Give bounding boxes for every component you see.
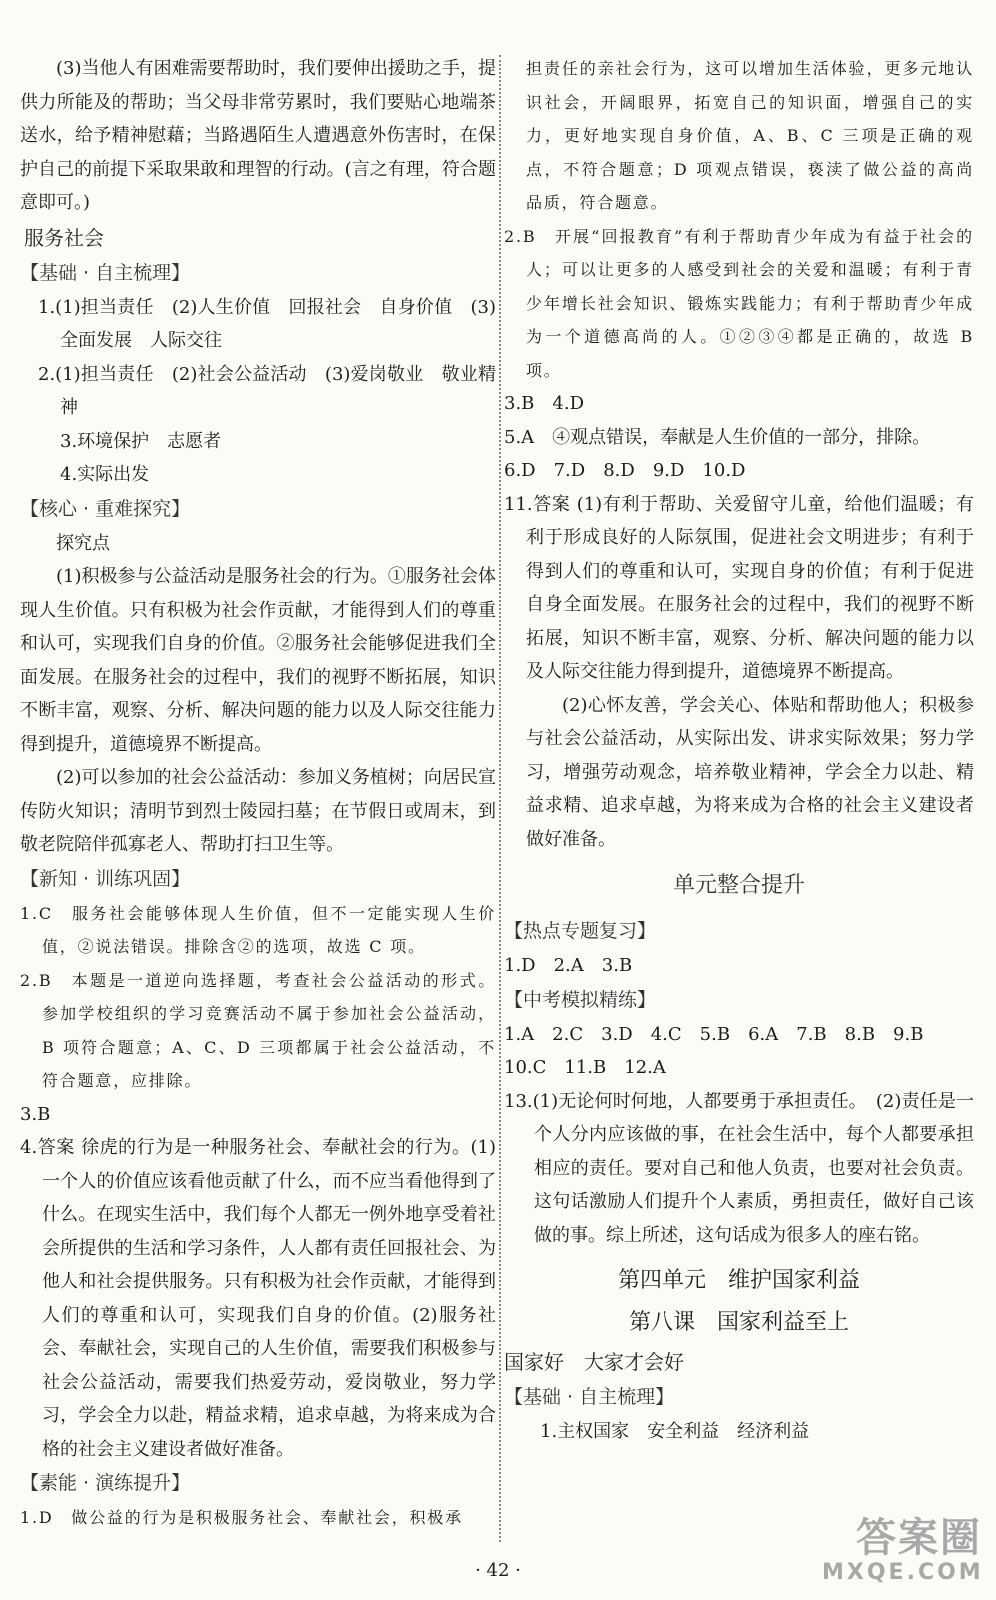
answer-item: 1.D 做公益的行为是积极服务社会、奉献社会，积极承 bbox=[20, 1508, 463, 1527]
answer-item: 2.B 本题是一道逆向选择题，考查社会公益活动的形式。参加学校组织的学习竞赛活动不属于参加社会公益活动，B 项符合题意；A、C、D 三项都属于社会公益活动，不符合题意，应排除。 bbox=[20, 970, 496, 1090]
heading-exam: 【中考模拟精练】 bbox=[504, 988, 657, 1011]
paragraph: (3)当他人有困难需要帮助时，我们要伸出援助之手，提供力所能及的帮助；当父母非常劳累时，我们要贴心地端茶送水，给予精神慰藉；当路遇陌生人遭遇意外伤害时，在保护自己的前提下采取果敢和理智的行动。(言之有理，符合题意即可。) bbox=[20, 58, 496, 213]
answer-item: 1.A 2.C 3.D 4.C 5.B 6.A 7.B 8.B 9.B bbox=[504, 1023, 924, 1045]
explore-title: 探究点 bbox=[56, 532, 110, 554]
unit-summary-title: 单元整合提升 bbox=[672, 873, 805, 898]
subsection-title: 国家好 大家才会好 bbox=[504, 1350, 684, 1374]
answer-item: 11.答案 (1)有利于帮助、关爱留守儿童，给他们温暖；有利于形成良好的人际氛围，促进社会文明进步；有利于得到人们的尊重和认可，实现自身的价值；有利于促进自身全面发展。在服务社会的过程中，我们的视野不断拓展，知识不断丰富，观察、分析、解决问题的能力以及人际交往能力得到提升，道德境界不断提高。 bbox=[504, 493, 974, 682]
answer-item: 13.(1)无论何时何地，人都要勇于承担责任。 (2)责任是一个人分内应该做的事，在社会生活中，每个人都要承担相应的责任。要对自己和他人负责，也要对社会负责。这句话激励人们提升个人素质，勇担责任，做好自己该做的事。综上所述，这句话成为很多人的座右铭。 bbox=[504, 1090, 974, 1246]
left-column bbox=[20, 52, 496, 1535]
answer-item: 2.(1)担当责任 (2)社会公益活动 (3)爱岗敬业 敬业精神 bbox=[38, 363, 496, 418]
answer-item: 3.B 4.D bbox=[504, 393, 585, 414]
heading-new: 【新知 · 训练巩固】 bbox=[20, 867, 191, 890]
watermark-logo bbox=[822, 1516, 982, 1594]
answer-item: 10.C 11.B 12.A bbox=[504, 1057, 666, 1078]
column-divider bbox=[499, 55, 501, 1542]
paragraph: (2)心怀友善，学会关心、体贴和帮助他人；积极参与社会公益活动，从实际出发、讲求实际效果；努力学习，增强劳动观念，培养敬业精神，学会全力以赴、精益求精、追求卓越，为将来成为合格的社会主义建设者做好准备。 bbox=[526, 694, 974, 850]
lesson-title: 第八课 国家利益至上 bbox=[628, 1310, 849, 1335]
answer-item: 1.主权国家 安全利益 经济利益 bbox=[540, 1421, 810, 1442]
answer-item: 2.B 开展“回报教育”有利于帮助青少年成为有益于社会的人；可以让更多的人感受到社会的关爱和温暖；有利于青少年增长社会知识、锻炼实践能力；有利于帮助青少年成为一个道德高尚的人。①②③④都是正确的，故选 B 项。 bbox=[504, 226, 974, 380]
page-number: · 42 · bbox=[475, 1560, 521, 1581]
answer-item: 4.实际出发 bbox=[60, 464, 150, 485]
heading-core: 【核心 · 重难探究】 bbox=[20, 497, 191, 520]
unit-title: 第四单元 维护国家利益 bbox=[617, 1268, 860, 1293]
answer-item: 6.D 7.D 8.D 9.D 10.D bbox=[504, 460, 746, 481]
heading-skill: 【素能 · 演练提升】 bbox=[20, 1472, 191, 1494]
answer-item: 1.(1)担当责任 (2)人生价值 回报社会 自身价值 (3)全面发展 人际交往 bbox=[38, 296, 496, 351]
heading-basic: 【基础 · 自主梳理】 bbox=[20, 261, 191, 284]
heading-basic: 【基础 · 自主梳理】 bbox=[504, 1386, 675, 1408]
answer-item: 4.答案 徐虎的行为是一种服务社会、奉献社会的行为。(1)一个人的价值应该看他贡献了什么，而不应当看他得到了什么。在现实生活中，我们每个人都无一例外地享受着社会所提供的生活和学习条件，人人都有责任回报社会、为他人和社会提供服务。只有积极为社会作贡献，才能得到人们的尊重和认可，实现我们自身的价值。(2)服务社会、奉献社会，实现自己的人生价值，需要我们积极参与社会公益活动，需要我们热爱劳动，爱岗敬业，努力学习，学会全力以赴，精益求精，追求卓越，为将来成为合格的社会主义建设者做好准备。 bbox=[20, 1137, 496, 1460]
answer-item: 3.B bbox=[20, 1103, 51, 1125]
heading-hot: 【热点专题复习】 bbox=[504, 920, 657, 942]
paragraph: (2)可以参加的社会公益活动：参加义务植树；向居民宣传防火知识；清明节到烈士陵园扫墓；在节假日或周末，到敬老院陪伴孤寡老人、帮助打扫卫生等。 bbox=[20, 767, 496, 855]
answer-item: 3.环境保护 志愿者 bbox=[60, 430, 222, 452]
watermark-url: MXQE.COM bbox=[822, 1560, 984, 1585]
answer-item: 5.A ④观点错误，奉献是人生价值的一部分，排除。 bbox=[504, 426, 931, 448]
answer-item: 1.C 服务社会能够体现人生价值，但不一定能实现人生价值，②说法错误。排除含②的选项，故选 C 项。 bbox=[20, 903, 496, 956]
watermark-text: 答案圈 bbox=[856, 1515, 982, 1561]
section-title: 服务社会 bbox=[24, 225, 104, 250]
paragraph: (1)积极参与公益活动是服务社会的行为。①服务社会体现人生价值。只有积极为社会作贡献，才能得到人们的尊重和认可，实现我们自身的价值。②服务社会能够促进我们全面发展。在服务社会的过程中，我们的视野不断拓展，知识不断丰富，观察、分析、解决问题的能力以及人际交往能力得到提升，道德境界不断提高。 bbox=[20, 566, 496, 755]
answer-item: 1.D 2.A 3.B bbox=[504, 955, 633, 976]
answer-item: 担责任的亲社会行为，这可以增加生活体验，更多元地认识社会，开阔眼界，拓宽自己的知识面，增强自己的实力，更好地实现自身价值，A、B、C 三项是正确的观点，不符合题意；D 项观点错误，亵渎了做公益的高尚品质，符合题意。 bbox=[526, 59, 974, 212]
right-column bbox=[504, 52, 974, 1449]
